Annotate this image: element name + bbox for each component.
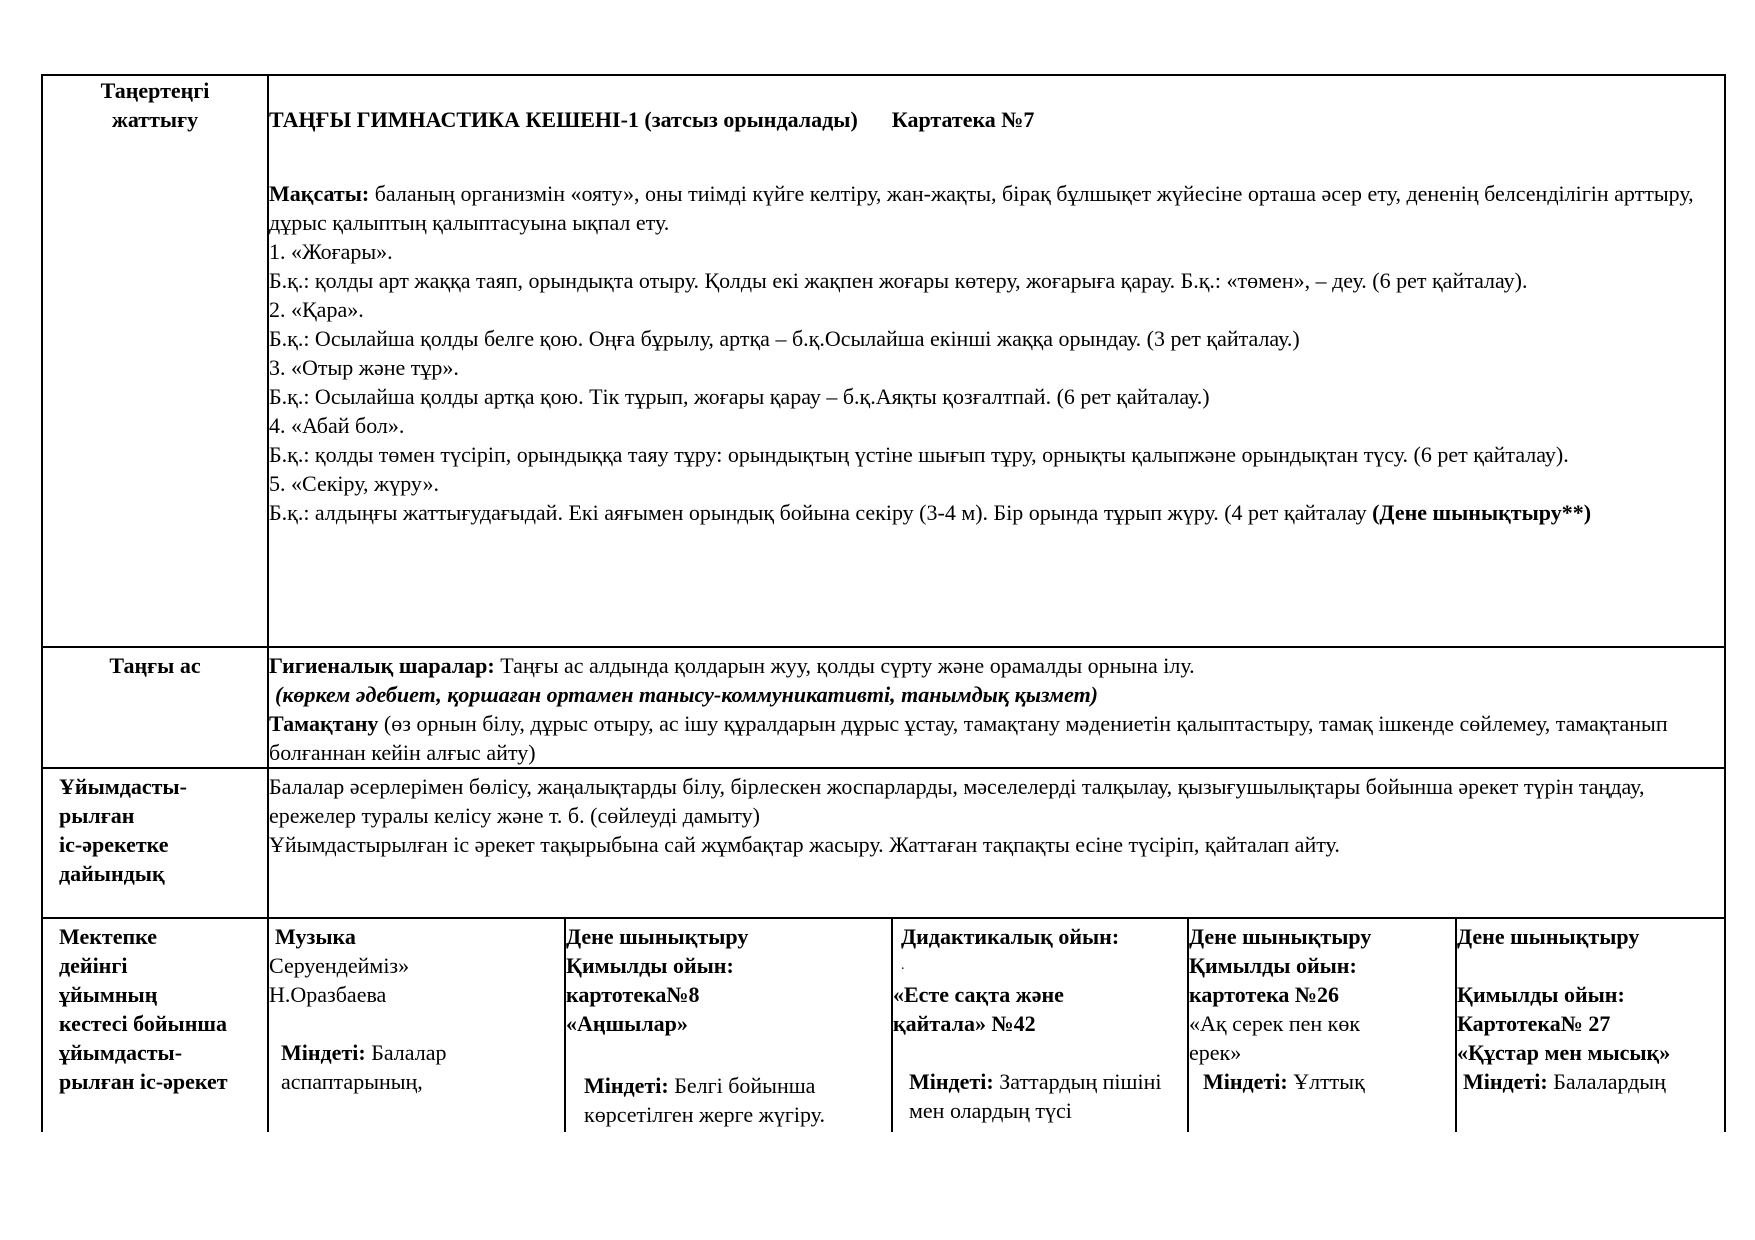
activity-areas: (көркем әдебиет, қоршаған ортамен танысу-коммуникативті, танымдық қызмет) xyxy=(275,682,1099,707)
hygiene-label: Гигиеналық шаралар: xyxy=(269,653,495,678)
schedule-col-pe-1 xyxy=(565,918,892,1132)
schedule-col-music xyxy=(268,918,565,1132)
preparation-label xyxy=(42,768,268,918)
didactic-task-text: Заттардың пішіні мен олардың түсі xyxy=(909,1069,1162,1123)
exercise-line: 3. «Отыр және тұр». xyxy=(269,355,459,380)
gym-goal xyxy=(269,179,1724,237)
goal-label: Мақсаты: xyxy=(269,181,370,206)
pe3-title: Дене шынықтыру xyxy=(1457,924,1640,949)
pe3-game-name: «Құстар мен мысық» xyxy=(1457,1040,1671,1065)
schedule-col-pe-3 xyxy=(1456,918,1725,1132)
pe2-game: Қимылды ойын: xyxy=(1189,953,1357,978)
pe1-game-name: «Аңшылар» xyxy=(566,1011,688,1036)
preparation-row xyxy=(42,768,1725,918)
task-label: Міндеті: xyxy=(909,1069,994,1094)
task-label: Міндеті: xyxy=(1203,1069,1288,1094)
preparation-content xyxy=(268,768,1725,918)
schedule-label-line: дейінгі xyxy=(59,953,128,978)
morning-exercise-label-text: Таңертеңгі жаттығу xyxy=(100,78,210,132)
nutrition-text: (өз орнын білу, дұрыс отыру, ас ішу құралдарын дұрыс ұстау, тамақтану мәдениетін қалыптастыру, тамақ ішкенде сөйлемеу, тамақтанып болғаннан кейін алғыс айту) xyxy=(269,711,1668,765)
pe2-title: Дене шынықтыру xyxy=(1189,924,1372,949)
exercise-line: 2. «Қара». xyxy=(269,297,364,322)
exercise-line: Б.қ.: Осылайша қолды белге қою. Оңға бұрылу, артқа – б.қ.Осылайша екінші жаққа орындау. (3 рет қайталау.) xyxy=(269,326,1300,351)
music-task xyxy=(269,1038,564,1096)
pe1-task-text: Белгі бойынша көрсетілген жерге жүгіру. xyxy=(584,1073,825,1127)
morning-exercise-label xyxy=(42,75,268,647)
nutrition-line xyxy=(269,709,1724,767)
exercise-line: 1. «Жоғары». xyxy=(269,239,393,264)
didactic-task xyxy=(893,1067,1187,1125)
schedule-col-pe-2 xyxy=(1188,918,1456,1132)
exercise-line-last xyxy=(269,498,1724,527)
pe3-task xyxy=(1457,1067,1724,1096)
schedule-row xyxy=(42,918,1725,1132)
morning-exercise-content xyxy=(268,75,1725,647)
preparation-label-line: дайындық xyxy=(59,861,165,886)
breakfast-row xyxy=(42,647,1725,768)
gym-heading: ТАҢҒЫ ГИМНАСТИКА КЕШЕНІ-1 (затсыз орындалады) xyxy=(269,107,858,132)
schedule-label-line: рылған іс-әрекет xyxy=(59,1069,228,1094)
preparation-text-1: Балалар әсерлерімен бөлісу, жаңалықтарды білу, бірлескен жоспарларды, мәселелерді талқылау, қызығушылықтары бойынша әрекет түрін таңдау, ережелер туралы келісу және т. б. (сөйлеуді дамыту) xyxy=(269,774,1645,828)
exercise-line: Б.қ.: қолды арт жаққа таяп, орындықта отыру. Қолды екі жақпен жоғары көтеру, жоғарыға қарау. Б.қ.: «төмен», – деу. (6 рет қайталау). xyxy=(269,268,1528,293)
exercise-line: Б.қ.: Осылайша қолды артқа қою. Тік тұрып, жоғары қарау – б.қ.Аяқты қозғалтпай. (6 рет қайталау.) xyxy=(269,384,1210,409)
preparation-label-line: Ұйымдасты- xyxy=(59,774,187,799)
music-task-text: Балалар аспаптарының, xyxy=(281,1040,447,1094)
pe1-title: Дене шынықтыру xyxy=(566,924,749,949)
nutrition-label: Тамақтану xyxy=(269,711,379,736)
schedule-label-line: кестесі бойынша xyxy=(59,1011,227,1036)
exercise-line: Б.қ.: қолды төмен түсіріп, орындыққа таяу тұру: орындықтың үстіне шығып тұру, орнықты қалыпжәне орындықтан түсу. (6 рет қайталау). xyxy=(269,442,1569,467)
task-label: Міндеті: xyxy=(281,1040,366,1065)
gym-heading-line xyxy=(269,105,1724,134)
plan-table xyxy=(41,74,1726,1132)
last-line-bold: (Дене шынықтыру**) xyxy=(1372,500,1592,525)
exercise-line: 5. «Секіру, жүру». xyxy=(269,471,439,496)
schedule-label-line: Мектепке xyxy=(59,924,158,949)
hygiene-line xyxy=(269,648,1724,680)
hygiene-text: Таңғы ас алдында қолдарын жуу, қолды сүрту және орамалды орнына ілу. xyxy=(494,653,1195,678)
didactic-game-name: «Есте сақта және қайтала» №42 xyxy=(893,982,1064,1036)
preparation-text-2: Ұйымдастырылған іс әрекет тақырыбына сай жұмбақтар жасыру. Жаттаған тақпақты есіне түсіріп, қайталап айту. xyxy=(269,832,1340,857)
music-line-1: Серуендейміз» xyxy=(269,953,410,978)
schedule-label xyxy=(42,918,268,1132)
last-line-text: Б.қ.: алдыңғы жаттығудағыдай. Екі аяғымен орындық бойына секіру (3-4 м). Бір орында тұрып жүру. (4 рет қайталау xyxy=(269,500,1373,525)
schedule-label-line: ұйымдасты- xyxy=(59,1040,183,1065)
didactic-title: Дидактикалық ойын: xyxy=(901,924,1120,949)
breakfast-content xyxy=(268,647,1725,768)
goal-text: баланың организмін «ояту», оны тиімді күйге келтіру, жан-жақты, бірақ бұлшықет жүйесіне орташа әсер ету, дененің белсенділігін арттыру, дұрыс қалыптың қалыптасуына ықпал ету. xyxy=(269,181,1694,235)
pe2-task-text: Ұлттық xyxy=(1287,1069,1365,1094)
didactic-dot: . xyxy=(901,958,905,973)
morning-exercise-row xyxy=(42,75,1725,647)
preparation-label-line: рылған xyxy=(59,803,135,828)
pe2-card: картотека №26 xyxy=(1189,982,1340,1007)
music-line-2: Н.Оразбаева xyxy=(269,982,387,1007)
schedule-label-line: ұйымның xyxy=(59,982,158,1007)
breakfast-label xyxy=(42,647,268,768)
exercise-line: 4. «Абай бол». xyxy=(269,413,405,438)
task-label: Міндеті: xyxy=(1463,1069,1548,1094)
card-file-number: Картатека №7 xyxy=(891,107,1035,132)
breakfast-label-text: Таңғы ас xyxy=(109,653,201,678)
pe1-task xyxy=(566,1071,891,1129)
pe1-game: Қимылды ойын: xyxy=(566,953,734,978)
schedule-col-didactic xyxy=(892,918,1188,1132)
pe1-card: картотека№8 xyxy=(566,982,700,1007)
music-title: Музыка xyxy=(275,924,356,949)
pe3-card: Картотека№ 27 xyxy=(1457,1011,1611,1036)
task-label: Міндеті: xyxy=(584,1073,669,1098)
pe2-task xyxy=(1189,1067,1455,1096)
pe3-game: Қимылды ойын: xyxy=(1457,982,1625,1007)
pe2-game-name: «Ақ серек пен көк ерек» xyxy=(1189,1011,1361,1065)
pe3-task-text: Балалардың xyxy=(1547,1069,1666,1094)
preparation-label-line: іс-әрекетке xyxy=(59,832,169,857)
